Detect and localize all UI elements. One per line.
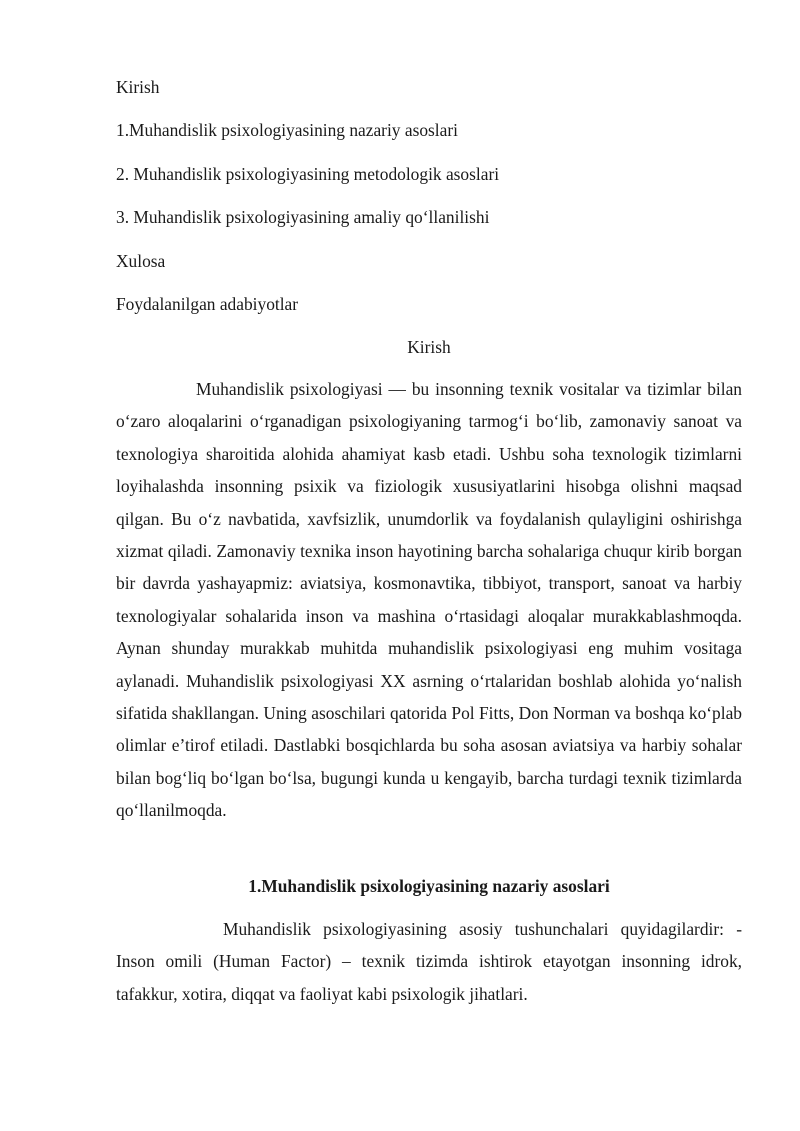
section-1-paragraph: Muhandislik psixologiyasining asosiy tushunchalari quyidagilardir: - Inson omili (Human Factor) – texnik tizimda ishtirok etayotgan insonning idrok, tafakkur, xotira, diqqat va faoliyat kabi psixologik jihatlari. (116, 919, 742, 1004)
intro-heading: Kirish (407, 337, 451, 357)
table-of-contents (116, 74, 756, 334)
toc-item-xulosa: Xulosa (116, 250, 166, 271)
toc-item-kirish: Kirish (116, 77, 160, 97)
section-1-heading: 1.Muhandislik psixologiyasining nazariy asoslari (248, 876, 610, 896)
toc-item-section-1: 1.Muhandislik psixologiyasining nazariy asoslari (116, 120, 458, 141)
toc-item-references: Foydalanilgan adabiyotlar (116, 293, 299, 314)
intro-paragraph: Muhandislik psixologiyasi — bu insonning texnik vositalar va tizimlar bilan o‘zaro aloqalarini o‘rganadigan psixologiyaning tarmog‘i bo‘lib, zamonaviy sanoat va texnologiya sharoitida alohida ahamiyat kasb etadi. Ushbu soha texnologik tizimlarni loyihalashda insonning psixik va fiziologik xususiyatlarini hisobga olishni maqsad qilgan. Bu o‘z navbatida, xavfsizlik, unumdorlik va foydalanish qulayligini oshirishga xizmat qiladi. Zamonaviy texnika inson hayotining barcha sohalariga chuqur kirib borgan bir davrda yashayapmiz: aviatsiya, kosmonavtika, tibbiyot, transport, sanoat va harbiy texnologiyalar sohalarida inson va mashina o‘rtasidagi aloqalar murakkablashmoqda. Aynan shunday murakkab muhitda muhandislik psixologiyasi eng muhim vositaga aylanadi. Muhandislik psixologiyasi XX asrning o‘rtalaridan boshlab alohida yo‘nalish sifatida shakllangan. Uning asoschilari qatorida Pol Fitts, Don Norman va boshqa ko‘plab olimlar e’tirof etiladi. Dastlabki bosqichlarda bu soha asosan aviatsiya va harbiy sohalar bilan bog‘liq bo‘lgan bo‘lsa, bugungi kunda u kengayib, barcha turdagi texnik tizimlarda qo‘llanilmoqda. (116, 379, 742, 821)
toc-item-section-2: 2. Muhandislik psixologiyasining metodologik asoslari (116, 163, 500, 184)
toc-item-section-3: 3. Muhandislik psixologiyasining amaliy qo‘llanilishi (116, 207, 490, 228)
